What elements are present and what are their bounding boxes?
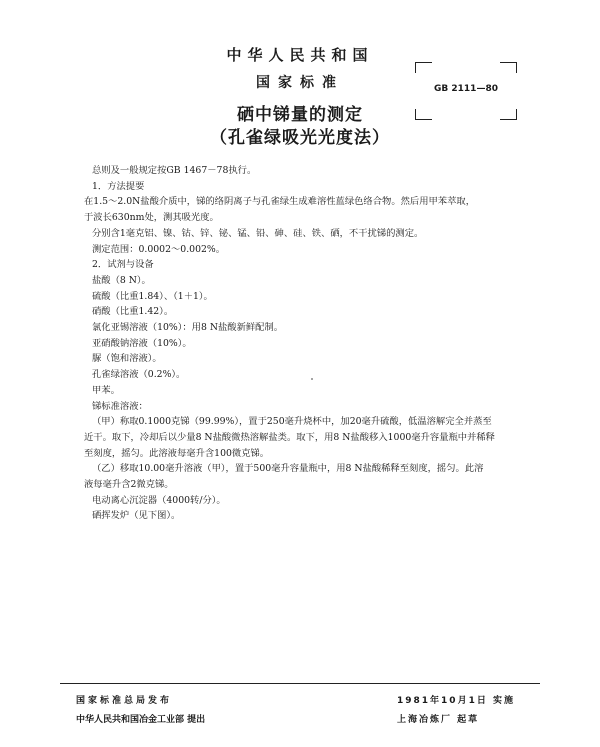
box-corner (500, 62, 517, 73)
drafter-text: 上海冶炼厂 起草 (397, 715, 480, 725)
standard-type-heading: 国家标准 (256, 75, 344, 91)
section-heading: 1．方法提要 (92, 180, 145, 192)
body-line: 脲（饱和溶液）。 (92, 353, 162, 365)
body-line: 锑标准溶液： (92, 400, 148, 412)
section-heading: 2．试剂与设备 (92, 259, 154, 271)
body-line: 分别含1毫克铝、镍、钴、锌、铋、锰、铅、砷、硅、铁、硒，不干扰锑的测定。 (92, 227, 424, 239)
body-line: 电动离心沉淀器（4000转/分）。 (92, 494, 226, 506)
country-heading: 中华人民共和国 (226, 46, 374, 64)
body-line: 亚硝酸钠溶液（10%）。 (92, 337, 192, 349)
standard-code: GB 2111—80 (434, 84, 498, 94)
body-line: 液每毫升含2微克锑。 (84, 479, 174, 491)
document-body (84, 163, 514, 524)
document-title: 硒中锑量的测定 (237, 105, 363, 125)
issuer-text: 国家标准总局发布 (76, 696, 173, 706)
body-line: 至刻度，摇匀。此溶液每毫升含100微克锑。 (84, 447, 270, 459)
body-line: 于波长630nm处，测其吸光度。 (84, 212, 219, 224)
body-line: （乙）移取10.00毫升溶液（甲），置于500毫升容量瓶中，用8 N盐酸稀释至刻度，摇匀。此溶 (92, 463, 484, 475)
body-line: 硒挥发炉（见下图）。 (92, 510, 181, 522)
body-line: 硫酸（比重1.84）、（1＋1）。 (92, 290, 213, 302)
body-line: 孔雀绿溶液（0.2%）。 (92, 369, 186, 381)
body-line: 盐酸（8 N）。 (92, 274, 151, 286)
body-line: 近干。取下，冷却后以少量8 N盐酸微热溶解盐类。取下，用8 N盐酸移入1000毫升容量瓶中并稀释 (84, 431, 495, 443)
body-line: 硝酸（比重1.42）。 (92, 306, 174, 318)
document-subtitle: （孔雀绿吸光光度法） (210, 128, 390, 148)
body-line: 总则及一般规定按GB 1467－78执行。 (92, 165, 257, 176)
standard-code-box (415, 62, 517, 120)
box-corner (415, 62, 432, 73)
body-line: （甲）称取0.1000克锑（99.99%），置于250毫升烧杯中，加20毫升硫酸，低温溶解完全并蒸至 (92, 416, 492, 428)
proposer-text: 中华人民共和国冶金工业部 提出 (76, 715, 206, 725)
effective-date: 1981年10月1日 实施 (397, 696, 515, 706)
box-corner (500, 109, 517, 120)
body-line: 测定范围：0.0002～0.002%。 (92, 243, 226, 255)
box-corner (415, 109, 432, 120)
scan-speck (311, 378, 313, 380)
footer-divider (60, 683, 540, 684)
body-line: 甲苯。 (92, 384, 120, 396)
body-line: 氯化亚锡溶液（10%）：用8 N盐酸新鲜配制。 (92, 322, 284, 334)
body-line: 在1.5～2.0N盐酸介质中，锑的络阴离子与孔雀绿生成难溶性蓝绿色络合物。然后用甲苯萃取， (84, 196, 475, 208)
